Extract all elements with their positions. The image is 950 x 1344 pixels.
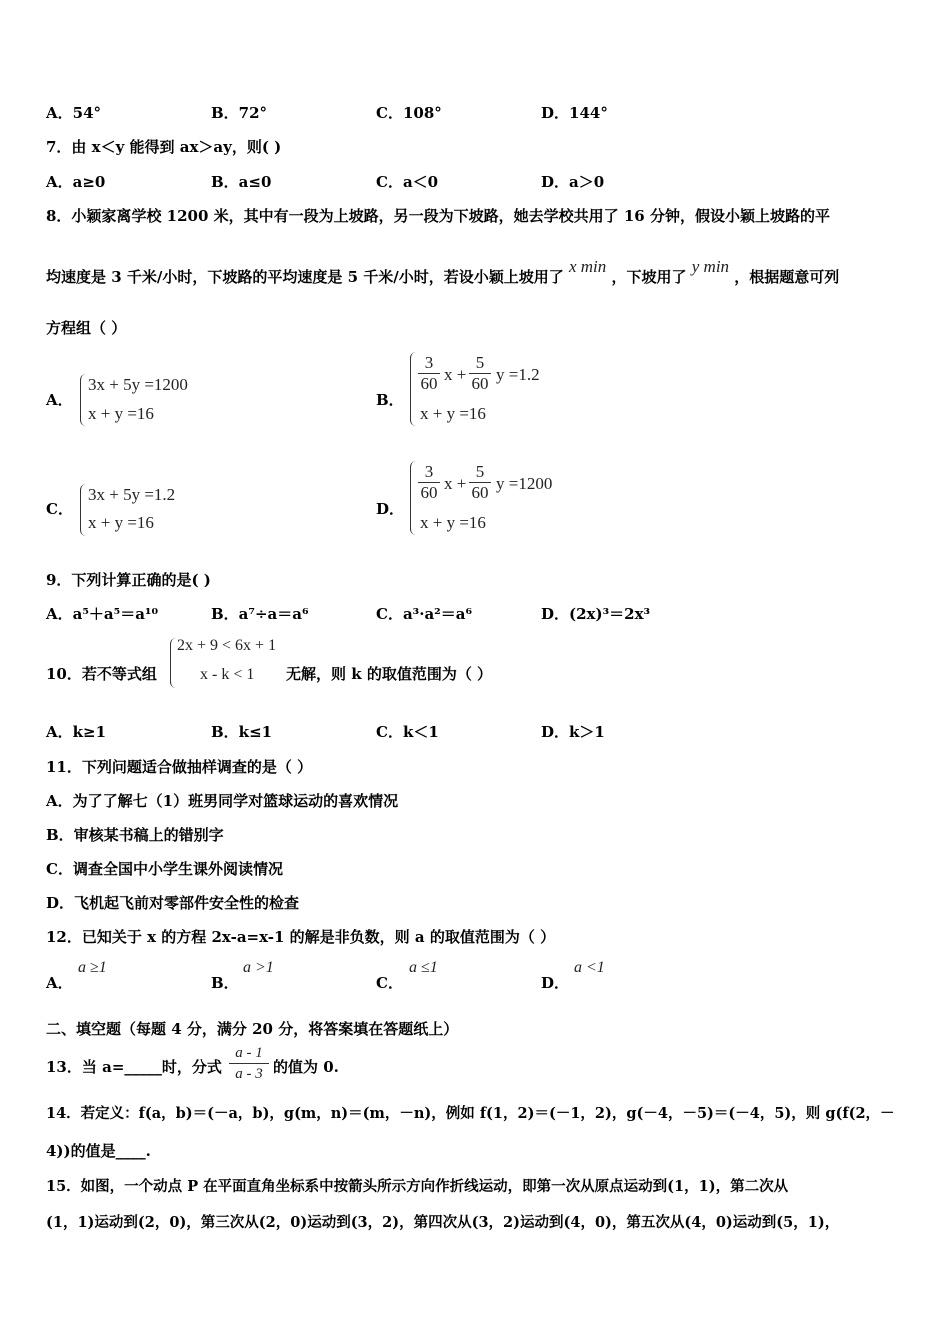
q8-line2-c: ，根据题意可列	[734, 268, 840, 286]
q9-option-a: A．a⁵＋a⁵＝a¹⁰	[46, 605, 159, 623]
q11-stem: 11．下列问题适合做抽样调查的是（ ）	[46, 758, 313, 776]
q10-option-b: B．k≤1	[211, 723, 273, 741]
q6-option-b: B．72°	[211, 104, 268, 122]
q8-b-tail: y =1.2	[496, 365, 540, 384]
q9-option-c: C．a³·a²＝a⁶	[376, 605, 473, 623]
section-2-heading: 二、填空题（每题 4 分，满分 20 分，将答案填在答题纸上）	[46, 1020, 459, 1038]
q12-option-b-label: B．	[211, 974, 239, 992]
q8-b-brace	[410, 352, 417, 426]
q14-line2: 4))的值是____.	[46, 1142, 151, 1160]
q14-line1: 14．若定义：f(a，b)＝(－a，b)，g(m，n)＝(m，－n)，例如 f(1，2)＝(－1，2)，g(－4，－5)＝(－4，5)，则 g(f(2，－	[46, 1105, 895, 1122]
q8-line2	[46, 257, 840, 287]
q8-option-c-label: C．	[46, 500, 73, 518]
q10-suffix: 无解，则 k 的取值范围为（ ）	[286, 665, 493, 683]
q7-option-c: C．a＜0	[376, 173, 439, 191]
q15-line2: (1，1)运动到(2，0)，第三次从(2，0)运动到(3，2)，第四次从(3，2)运动到(4，0)，第五次从(4，0)运动到(5，1)，	[46, 1214, 840, 1231]
q13-suffix: 的值为 0.	[273, 1058, 339, 1076]
q8-line2-a: 均速度是 3 千米/小时，下坡路的平均速度是 5 千米/小时，若设小颖上坡用了	[46, 268, 564, 286]
q7-option-b: B．a≤0	[211, 173, 272, 191]
q9-option-b: B．a⁷÷a＝a⁶	[211, 605, 309, 623]
q8-a-brace	[80, 374, 87, 426]
q10-option-d: D．k＞1	[541, 723, 605, 741]
q8-b-f2-num: 5	[475, 353, 485, 372]
q8-xmin: x min	[568, 257, 607, 276]
q8-option-d-label: D．	[376, 500, 405, 518]
q8-b-f1-num: 3	[424, 353, 434, 372]
q10-ineq2: x - k < 1	[200, 666, 255, 683]
q12-option-c-label: C．	[376, 974, 403, 992]
q8-d-mid: x +	[444, 474, 467, 493]
q8-b-fraction-1	[418, 353, 440, 394]
q9-option-d: D．(2x)³＝2x³	[541, 605, 651, 623]
q12-option-b-value: a >1	[243, 959, 274, 976]
q10-prefix: 10．若不等式组	[46, 665, 157, 683]
q8-c-eq2: x + y =16	[88, 513, 154, 532]
q8-a-eq2: x + y =16	[88, 404, 154, 423]
q12-option-d-value: a <1	[574, 959, 605, 976]
q8-b-eq2: x + y =16	[420, 404, 486, 423]
q13-den: a - 3	[235, 1066, 263, 1082]
q7-option-a: A．a≥0	[46, 173, 106, 191]
q8-b-f1-den: 60	[420, 374, 438, 393]
q11-option-c: C．调查全国中小学生课外阅读情况	[46, 860, 283, 878]
q12-option-a-value: a ≥1	[78, 959, 107, 976]
q8-d-f1-den: 60	[420, 483, 438, 502]
q8-d-f2-num: 5	[475, 462, 485, 481]
q8-ymin: y min	[691, 257, 730, 276]
q9-stem: 9．下列计算正确的是( )	[46, 571, 211, 589]
q15-line1: 15．如图，一个动点 P 在平面直角坐标系中按箭头所示方向作折线运动，即第一次从原点运动到(1，1)，第二次从	[46, 1178, 789, 1195]
q8-option-b-label: B．	[376, 391, 404, 409]
q11-option-a: A．为了了解七（1）班男同学对篮球运动的喜欢情况	[46, 792, 399, 810]
q10-option-a: A．k≥1	[46, 723, 107, 741]
q10-brace	[170, 638, 177, 688]
q8-d-eq2: x + y =16	[420, 513, 486, 532]
q13-num: a - 1	[235, 1045, 263, 1061]
q8-b-mid: x +	[444, 365, 467, 384]
q10-option-c: C．k＜1	[376, 723, 439, 741]
q8-option-a-label: A．	[46, 391, 73, 409]
q11-option-b: B．审核某书稿上的错别字	[46, 826, 224, 844]
q8-d-brace	[410, 461, 417, 535]
q6-option-a: A．54°	[46, 104, 102, 122]
q13-fraction	[229, 1043, 269, 1084]
q8-d-fraction-2	[469, 462, 491, 503]
q8-d-f2-den: 60	[471, 483, 489, 502]
q12-stem: 12．已知关于 x 的方程 2x-a=x-1 的解是非负数，则 a 的取值范围为（ ）	[46, 928, 556, 946]
q12-option-d-label: D．	[541, 974, 570, 992]
q12-option-a-label: A．	[46, 974, 73, 992]
q8-line3: 方程组（ ）	[46, 319, 127, 337]
q8-line2-b: ，下坡用了	[611, 268, 687, 286]
q8-c-brace	[80, 484, 87, 536]
q11-option-d: D．飞机起飞前对零部件安全性的检查	[46, 894, 300, 912]
q10-ineq1: 2x + 9 < 6x + 1	[177, 637, 277, 654]
q6-option-d: D．144°	[541, 104, 608, 122]
q7-stem: 7．由 x＜y 能得到 ax＞ay，则( )	[46, 138, 282, 156]
q7-option-d: D．a＞0	[541, 173, 605, 191]
q6-option-c: C．108°	[376, 104, 442, 122]
q8-d-f1-num: 3	[424, 462, 434, 481]
q13-prefix: 13．当 a=_____时，分式	[46, 1058, 222, 1076]
q8-d-fraction-1	[418, 462, 440, 503]
q8-d-tail: y =1200	[496, 474, 553, 493]
q12-option-c-value: a ≤1	[409, 959, 438, 976]
q8-line1: 8．小颖家离学校 1200 米，其中有一段为上坡路，另一段为下坡路，她去学校共用了 16 分钟，假设小颖上坡路的平	[46, 207, 830, 225]
q8-b-fraction-2	[469, 353, 491, 394]
q8-c-eq1: 3x + 5y =1.2	[88, 485, 176, 504]
q8-a-eq1: 3x + 5y =1200	[88, 375, 188, 394]
q8-b-f2-den: 60	[471, 374, 489, 393]
